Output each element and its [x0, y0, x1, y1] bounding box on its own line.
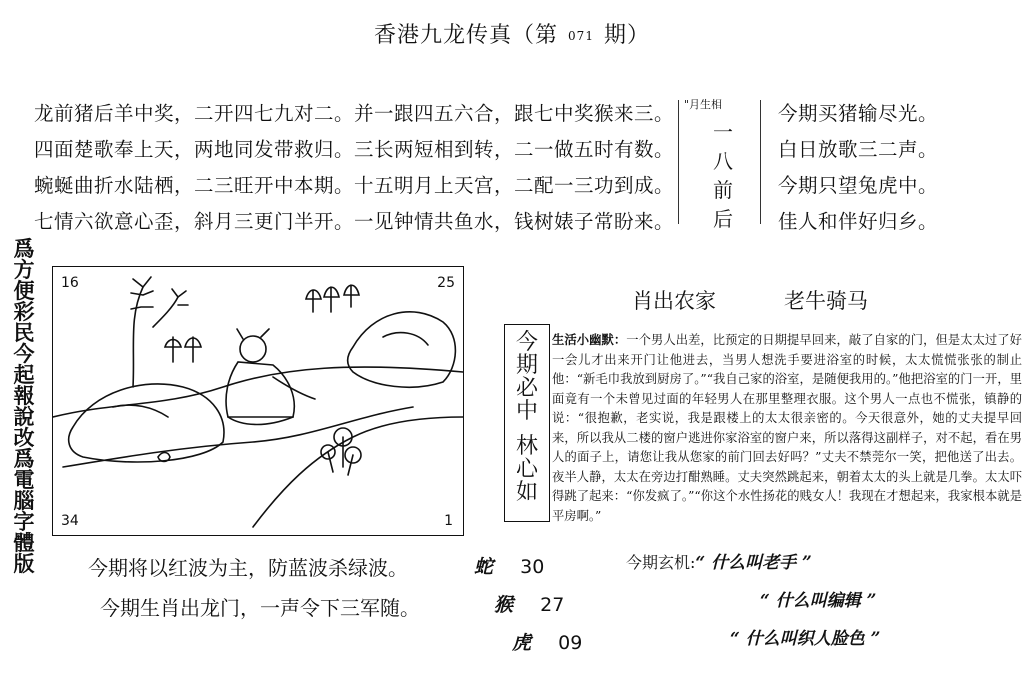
hint-row: [626, 548, 812, 573]
bottom-line-1: 今期将以红波为主，防蓝波杀绿波。: [88, 556, 408, 580]
vbox-char: 今: [515, 330, 538, 355]
side-char: 方: [13, 257, 35, 282]
side-char: 今: [13, 341, 35, 366]
title-right: 期）: [603, 23, 650, 48]
verse-line-4: 七情六欲意心歪，斜月三更门半开。一见钟情共鱼水，钱树婊子常盼来。: [34, 210, 675, 233]
pick-number: 27: [540, 594, 565, 616]
pick-animal: 蛇: [474, 556, 494, 578]
vbox-char: 期: [515, 353, 538, 378]
must-hit-col-1: [515, 331, 539, 423]
hint-label: 今期玄机:: [626, 553, 696, 572]
title-left: 香港九龙传真（第: [374, 23, 559, 48]
verse-right-3: 今期只望兔虎中。: [778, 174, 939, 197]
vbox-char: 如: [515, 480, 538, 505]
vbox-char: 中: [515, 399, 538, 424]
picture-number-bottom-right: 1: [444, 513, 453, 529]
vbox-char: 林: [515, 434, 538, 459]
box-char: 后: [713, 207, 733, 231]
verse-line-1: 龙前猪后羊中奖，二开四七九对二。并一跟四五六合，跟七中奖猴来三。: [34, 102, 675, 125]
issue-number: 071: [568, 29, 594, 43]
zodiac-headline-left: 肖出农家: [632, 289, 716, 313]
hint-line: “ 什么叫编辑 ”: [760, 591, 877, 611]
right-divider: [760, 100, 761, 224]
side-char: 電: [13, 467, 35, 492]
zodiac-headline-right: 老牛骑马: [784, 289, 868, 313]
page-title: [0, 18, 1024, 49]
hint-line: “ 什么叫织人脸色 ”: [730, 629, 881, 649]
pick-animal: 猴: [494, 594, 514, 616]
picture-number-bottom-left: 34: [61, 513, 79, 529]
verse-right-4: 佳人和伴好归乡。: [778, 210, 939, 233]
pick-row: [494, 590, 564, 617]
side-char: 體: [13, 530, 35, 555]
side-char: 腦: [13, 488, 35, 513]
side-char: 爲: [13, 446, 35, 471]
hint-line: “ 什么叫老手 ”: [695, 553, 812, 573]
verse-line-3: 蜿蜒曲折水陆栖，二三旺开中本期。十五明月上天宫，二配一三功到成。: [34, 174, 675, 197]
side-char: 報: [13, 383, 35, 408]
box-char: 前: [713, 178, 733, 202]
box-char: 八: [713, 149, 733, 173]
vbox-char: 心: [515, 457, 538, 482]
joke-paragraph: [552, 330, 1022, 526]
must-hit-col-2: [515, 435, 539, 504]
joke-body: 一个男人出差，比预定的日期提早回来，敲了自家的门，但是太太过了好一会儿才出来开门让他进去，当男人想洗手要进浴室的时候，太太慌慌张张的制止他：“新毛巾我放到厨房了。”“我自己家的浴室，是随便我用的。”他把浴室的门一开，里面竟有一个未曾见过面的年轻男人在那里整理衣服。这个男人一点也不慌张，镇静的说：“很抱歉，老实说，我是跟楼上的太太很亲密的。今天很意外，她的丈夫提早回来，所以我从二楼的窗户逃进你家浴室的窗户来，所以落得这副样子，对不起，看在男人的面子上，请您让我从您家的前门回去好吗？”丈夫不禁莞尔一笑，把他送了出去。夜半人静，太太在旁边打酣熟睡。丈夫突然跳起来，朝着太太的头上就是几拳。太太吓得跳了起来：“你发疯了。”“你这个水性扬花的贱女人！我现在才想起来，我家根本就是平房啊。”: [552, 333, 1022, 523]
side-char: 便: [13, 278, 35, 303]
picture-number-top-right: 25: [437, 275, 455, 291]
verse-line-2: 四面楚歌奉上天，两地同发带救归。三长两短相到转，二一做五时有数。: [34, 138, 675, 161]
side-char: 說: [13, 404, 35, 429]
side-char: 起: [13, 362, 35, 387]
illustration-frame: [52, 266, 464, 536]
side-char: 字: [13, 509, 35, 534]
pick-animal: 虎: [512, 632, 532, 654]
bottom-line-2: 今期生肖出龙门，一声令下三军随。: [100, 596, 420, 620]
zodiac-hint-box: [678, 96, 762, 230]
vbox-char: 必: [515, 376, 538, 401]
pick-number: 30: [520, 556, 545, 578]
scholar-illustration: [53, 267, 463, 535]
joke-title: 生活小幽默：: [552, 332, 627, 347]
picture-number-top-left: 16: [61, 275, 79, 291]
side-char: 改: [13, 425, 35, 450]
box-chars: [712, 118, 734, 234]
pick-row: [512, 628, 582, 655]
side-notice-vertical: [6, 238, 42, 574]
box-char: 一: [713, 120, 733, 144]
side-char: 民: [13, 320, 35, 345]
side-char: 彩: [13, 299, 35, 324]
side-char: 版: [13, 551, 35, 576]
pick-row: [474, 552, 544, 579]
pick-number: 09: [558, 632, 583, 654]
left-divider: [678, 100, 679, 224]
must-hit-box: [504, 324, 550, 522]
box-tag: "月生相: [684, 98, 723, 111]
side-char: 爲: [13, 236, 35, 261]
verse-right-1: 今期买猪输尽光。: [778, 102, 939, 125]
verse-right-2: 白日放歌三二声。: [778, 138, 939, 161]
